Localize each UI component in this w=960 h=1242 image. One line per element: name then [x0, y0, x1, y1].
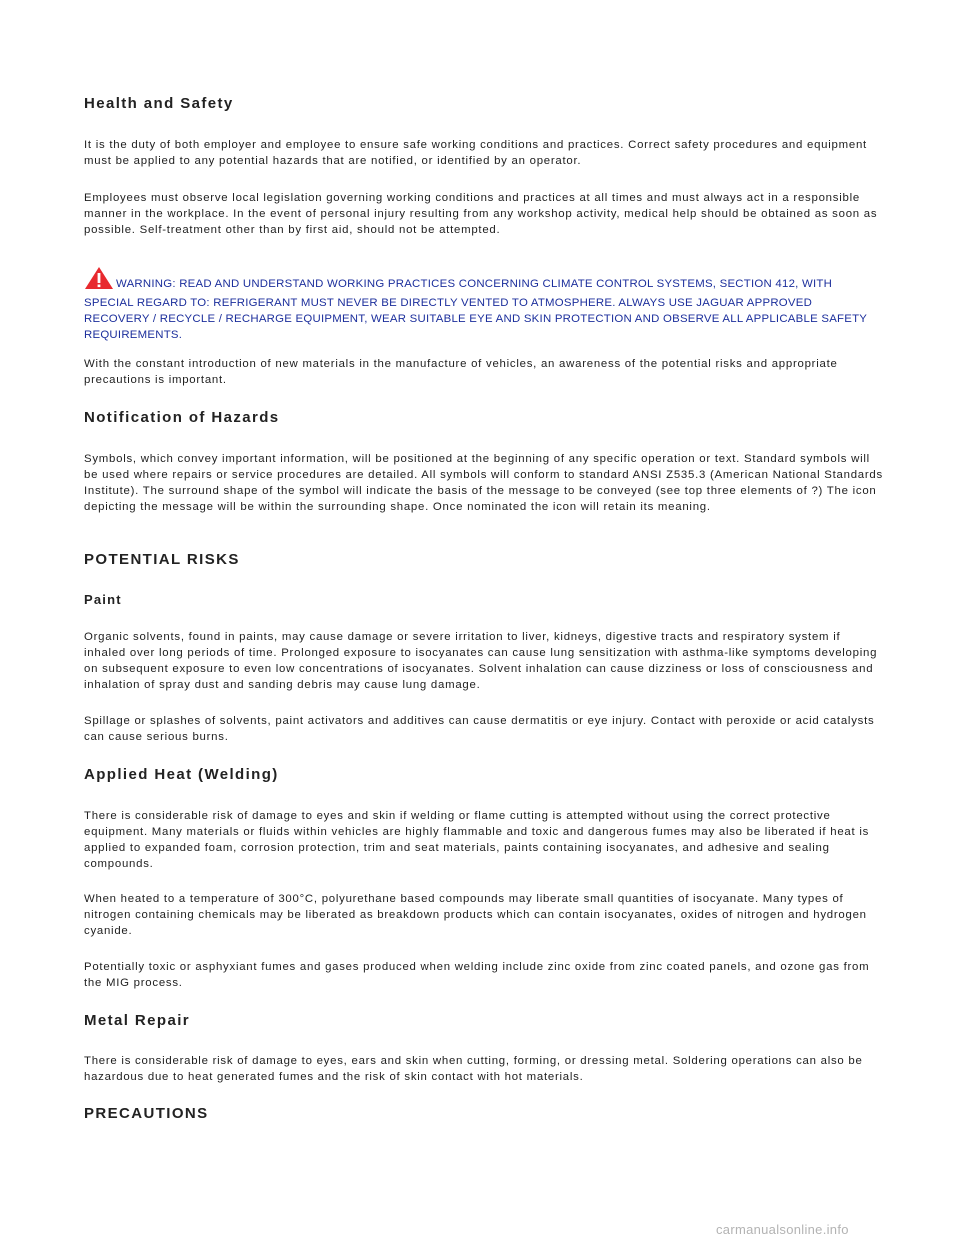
warning-text: WARNING: READ AND UNDERSTAND WORKING PRACTICES CONCERNING CLIMATE CONTROL SYSTEMS, SECTION 412, WITH SPECIAL REGARD TO: REFRIGERANT MUST NEVER BE DIRECTLY VENTED TO ATMOSPHERE. ALWAYS USE JAGUAR APPROVED RECOVERY / RECYCLE / RECHARGE EQUIPMENT, WEAR SUITABLE EYE AND SKIN PROTECTION AND OBSERVE ALL APPLICABLE SAFETY REQUIREMENTS. — [84, 278, 867, 341]
heading-notification-of-hazards: Notification of Hazards — [84, 409, 280, 426]
paragraph-welding-1: There is considerable risk of damage to eyes and skin if welding or flame cutting is attempted without using the correct protective equipment. Many materials or fluids within vehicles are highly flammable and toxic and dangerous fumes may also be liberated if heat is applied to expanded foam, corrosion protection, trim and seat materials, paints containing isocyanates, and adhesive and sealing compounds. — [84, 810, 870, 870]
paragraph-health-safety-3: With the constant introduction of new materials in the manufacture of vehicles, an awareness of the potential risks and appropriate precautions is important. — [84, 358, 838, 386]
paragraph-paint-1: Organic solvents, found in paints, may cause damage or severe irritation to liver, kidneys, digestive tracts and respiratory system if inhaled over long periods of time. Prolonged exposure to isocyanates can cause lung sensitization with asthma-like symptoms developing on subsequent exposure to even low concentrations of isocyanates. Solvent inhalation can cause dizziness or loss of consciousness and inhalation of spray dust and sanding debris may cause lung damage. — [84, 631, 878, 691]
paragraph-welding-3: Potentially toxic or asphyxiant fumes and gases produced when welding include zinc oxide from zinc coated panels, and ozone gas from the MIG process. — [84, 961, 870, 989]
heading-potential-risks: POTENTIAL RISKS — [84, 551, 240, 568]
heading-health-and-safety: Health and Safety — [84, 95, 234, 112]
paragraph-health-safety-2: Employees must observe local legislation governing working conditions and practices at all times and must always act in a responsible manner in the workplace. In the event of personal injury resulting from any workshop activity, medical help should be obtained as soon as possible. Self-treatment other than by first aid, should not be attempted. — [84, 192, 878, 236]
warning-block — [84, 266, 874, 343]
heading-paint: Paint — [84, 592, 122, 607]
heading-precautions: PRECAUTIONS — [84, 1105, 209, 1122]
warning-triangle-icon — [84, 266, 114, 295]
watermark: carmanualsonline.info — [716, 1222, 849, 1237]
paragraph-welding-2: When heated to a temperature of 300°C, polyurethane based compounds may liberate small quantities of isocyanate. Many types of nitrogen containing chemicals may be liberated as breakdown products which can contain isocyanates, oxides of nitrogen and hydrogen cyanide. — [84, 893, 867, 937]
paragraph-paint-2: Spillage or splashes of solvents, paint activators and additives can cause dermatitis or eye injury. Contact with peroxide or acid catalysts can cause serious burns. — [84, 715, 875, 743]
heading-applied-heat-welding: Applied Heat (Welding) — [84, 766, 279, 783]
paragraph-notification: Symbols, which convey important information, will be positioned at the beginning of any specific operation or text. Standard symbols will be used where repairs or service procedures are detailed. All symbols will conform to standard ANSI Z535.3 (American National Standards Institute). The surround shape of the symbol will indicate the basis of the message to be conveyed (see top three elements of ?) The icon depicting the message will be within the surrounding shape. Once nominated the icon will retain its meaning. — [84, 453, 883, 513]
paragraph-health-safety-1: It is the duty of both employer and employee to ensure safe working conditions and practices. Correct safety procedures and equipment must be applied to any potential hazards that are notified, or identified by an operator. — [84, 139, 867, 167]
heading-metal-repair: Metal Repair — [84, 1012, 190, 1029]
paragraph-metal-repair: There is considerable risk of damage to eyes, ears and skin when cutting, forming, or dressing metal. Soldering operations can also be hazardous due to heat generated fumes and the risk of skin contact with hot materials. — [84, 1055, 863, 1083]
